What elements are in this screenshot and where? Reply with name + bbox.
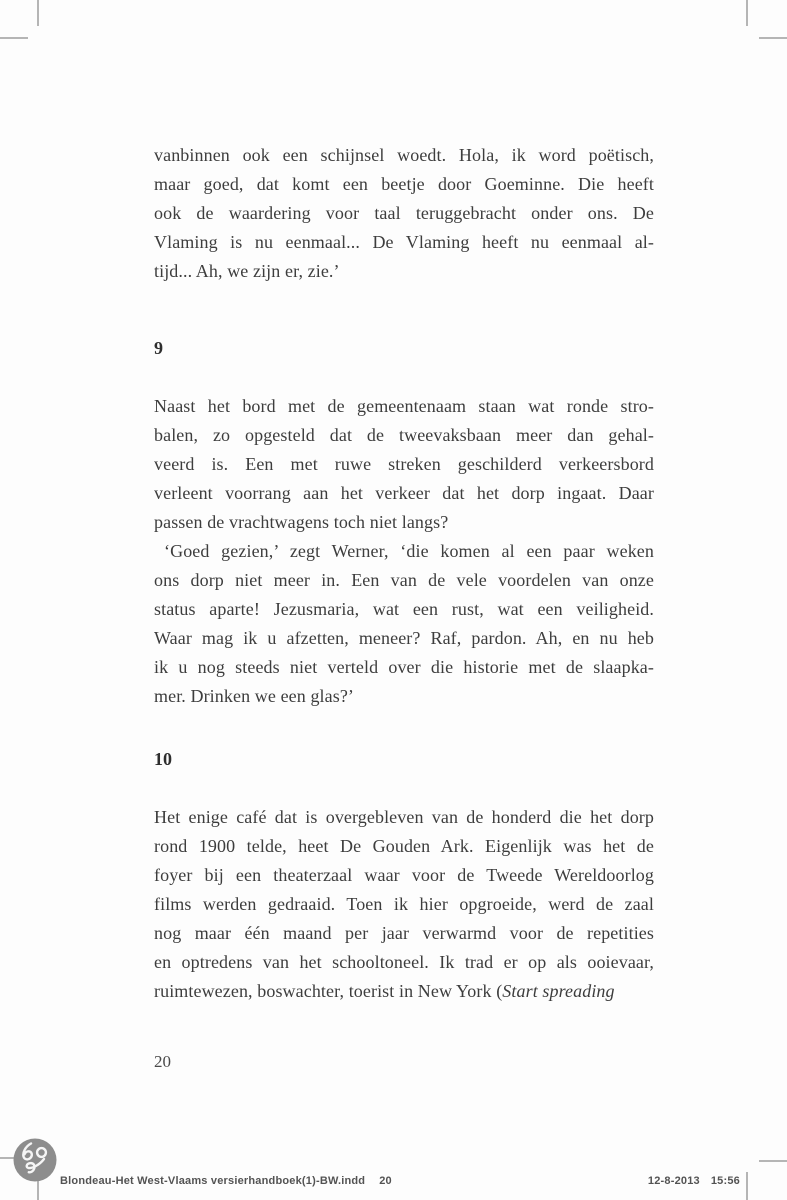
paragraph [154,392,654,711]
text-line: Vlaming is nu eenmaal... De Vlaming heeft nu eenmaal al- [154,232,654,252]
crop-mark-top-right-vertical [746,0,748,26]
section-heading-9: 9 [154,338,163,358]
crop-mark-bottom-right-vertical [746,1172,748,1200]
page-number: 20 [154,1052,171,1071]
text-line: tijd... Ah, we zijn er, zie.’ [154,261,340,281]
text-line: ik u nog steeds niet verteld over die historie met de slaapka- [154,657,654,677]
crop-mark-top-right-horizontal [759,37,787,39]
text-line: rond 1900 telde, heet De Gouden Ark. Eigenlijk was het de [154,836,654,856]
bol-logo [13,1138,57,1182]
crop-mark-top-left-vertical [37,0,39,26]
text-line: nog maar één maand per jaar verwarmd voor de repetities [154,923,654,943]
paragraph [154,803,654,1006]
text-line: Waar mag ik u afzetten, meneer? Raf, pardon. Ah, en nu heb [154,628,654,648]
text-line: ons dorp niet meer in. Een van de vele voordelen van onze [154,570,654,590]
footer-filename: Blondeau-Het West-Vlaams versierhandboek(1)-BW.indd [60,1175,366,1187]
text-italic: Start spreading [502,981,615,1001]
text-line: foyer bij een theaterzaal waar voor de Tweede Wereldoorlog [154,865,654,885]
footer-date: 12-8-2013 [647,1175,700,1187]
bol-logo-icon [13,1138,57,1182]
section-heading-10: 10 [154,749,172,769]
text-roman: ruimtewezen, boswachter, toerist in New York ( [154,981,503,1001]
text-line: films werden gedraaid. Toen ik hier opgroeide, werd de zaal [154,894,654,914]
text-line: ‘Goed gezien,’ zegt Werner, ‘die komen al een paar weken [164,541,654,561]
text-line: en optredens van het schooltoneel. Ik trad er op als ooievaar, [154,952,654,972]
text-line: passen de vrachtwagens toch niet langs? [154,512,449,532]
crop-mark-bottom-left-horizontal [0,1157,14,1159]
paragraph [154,141,654,286]
footer-timestamp [648,1175,740,1187]
text-line: vanbinnen ook een schijnsel woedt. Hola, ik word poëtisch, [154,145,654,165]
text-line [154,977,654,1006]
crop-mark-top-left-horizontal [0,37,28,39]
text-line: mer. Drinken we een glas?’ [154,686,355,706]
text-line: verleent voorrang aan het verkeer dat het dorp ingaat. Daar [154,483,654,503]
footer-time: 15:56 [710,1175,740,1187]
text-line: veerd is. Een met ruwe streken geschilderd verkeersbord [154,454,654,474]
footer-page-ref: 20 [379,1175,392,1187]
text-line: balen, zo opgesteld dat de tweevaksbaan meer dan gehal- [154,425,654,445]
text-line: status aparte! Jezusmaria, wat een rust, wat een veiligheid. [154,599,654,619]
text-line: ook de waardering voor taal teruggebracht onder ons. De [154,203,654,223]
crop-mark-bottom-left-vertical [37,1181,39,1200]
footer-slug [60,1175,392,1187]
text-line: maar goed, dat komt een beetje door Goeminne. Die heeft [154,174,654,194]
text-line: Het enige café dat is overgebleven van de honderd die het dorp [154,807,654,827]
crop-mark-bottom-right-horizontal [759,1160,787,1162]
text-line: Naast het bord met de gemeentenaam staan wat ronde stro- [154,396,654,416]
